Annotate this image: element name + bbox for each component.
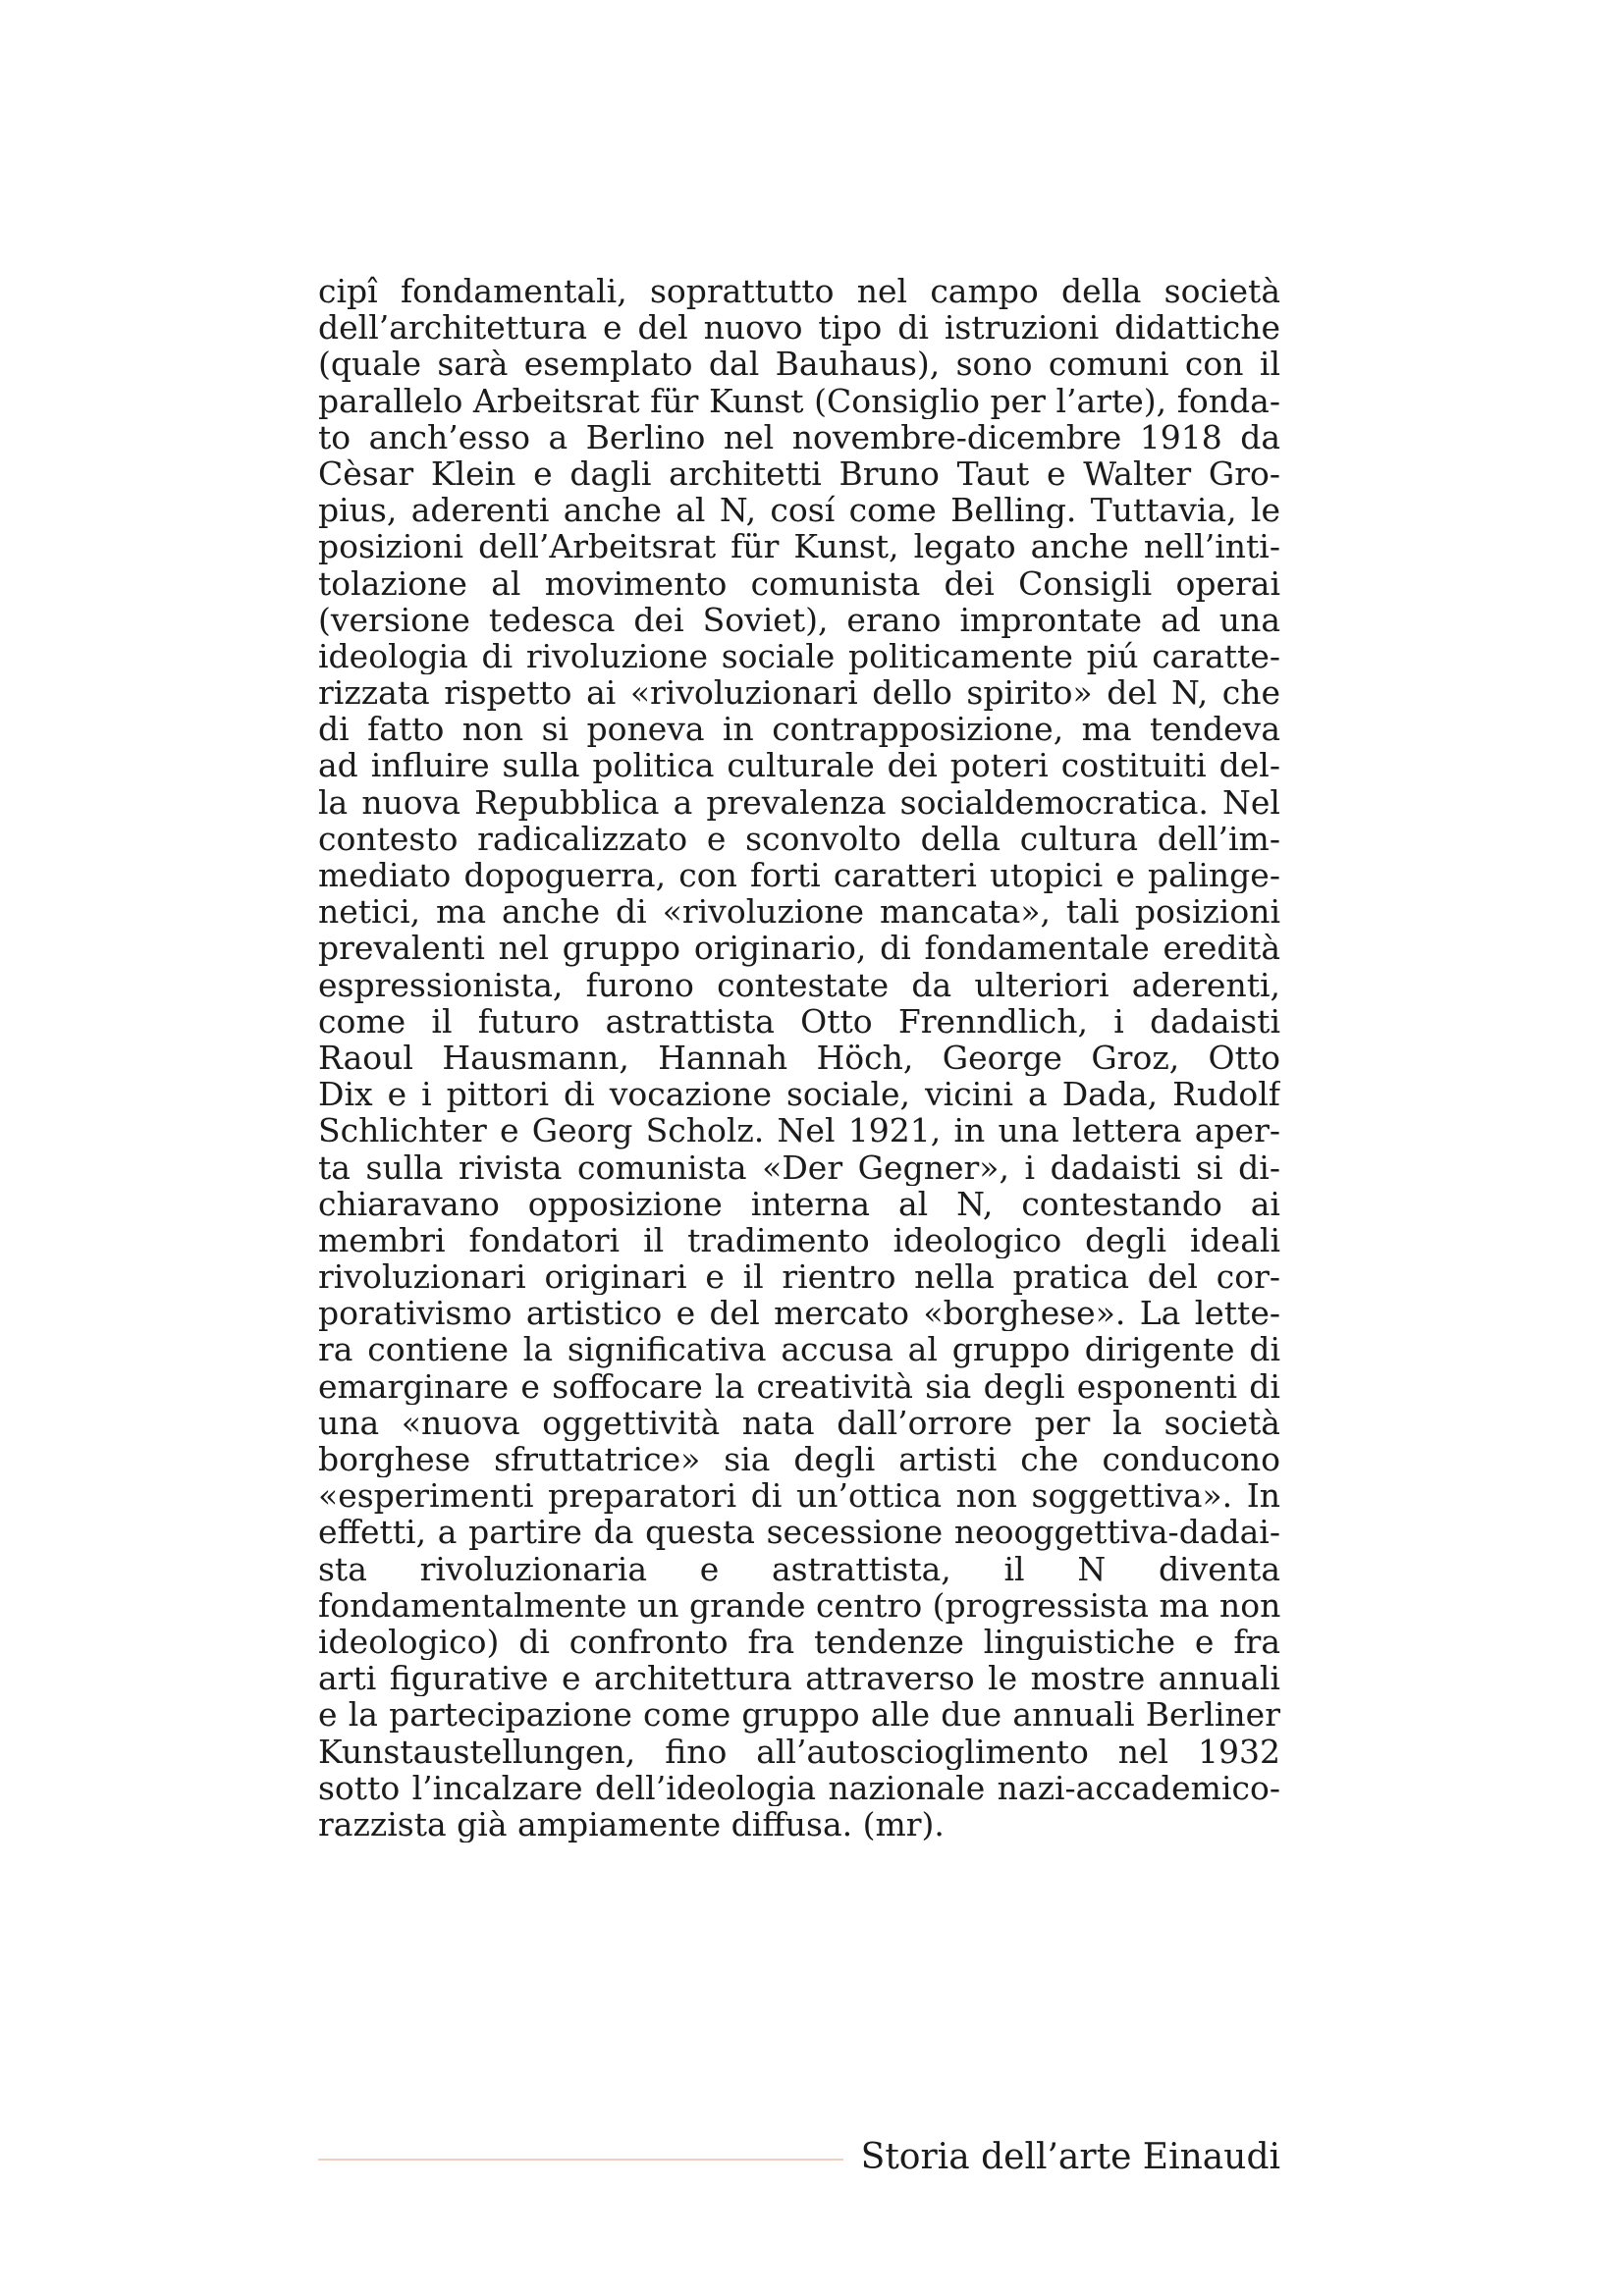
text-line: netici, ma anche di «rivoluzione mancata», tali posizioni xyxy=(318,893,1280,931)
text-line: borghese sfruttatrice» sia degli artisti che conducono xyxy=(318,1441,1280,1478)
text-line: pius, aderenti anche al N, cosí come Belling. Tuttavia, le xyxy=(318,492,1280,529)
text-line: tolazione al movimento comunista dei Consigli operai xyxy=(318,564,1280,602)
text-line: sotto l’incalzare dell’ideologia nazionale nazi-accademico- xyxy=(318,1769,1280,1806)
page-footer xyxy=(318,2128,1280,2187)
text-line: to anch’esso a Berlino nel novembre-dicembre 1918 da xyxy=(318,418,1280,455)
text-line: contesto radicalizzato e sconvolto della cultura dell’im- xyxy=(318,820,1280,857)
text-line: ad influire sulla politica culturale dei poteri costituiti del- xyxy=(318,747,1280,784)
text-line: dell’architettura e del nuovo tipo di istruzioni didattiche xyxy=(318,309,1280,347)
text-line: mediato dopoguerra, con forti caratteri utopici e palinge- xyxy=(318,857,1280,894)
text-line: Cèsar Klein e dagli architetti Bruno Taut e Walter Gro- xyxy=(318,454,1280,493)
text-line: fondamentalmente un grande centro (progressista ma non xyxy=(318,1586,1280,1624)
text-line: parallelo Arbeitsrat für Kunst (Consiglio per l’arte), fonda- xyxy=(318,382,1280,419)
text-line: Dix e i pittori di vocazione sociale, vicini a Dada, Rudolf xyxy=(318,1076,1280,1113)
text-line: (quale sarà esemplato dal Bauhaus), sono comuni con il xyxy=(318,346,1280,383)
text-line: Raoul Hausmann, Hannah Höch, George Groz, Otto xyxy=(318,1039,1280,1077)
text-line: sta rivoluzionaria e astrattista, il N diventa xyxy=(318,1550,1280,1587)
footer-rule xyxy=(318,2159,843,2161)
text-line: rivoluzionari originari e il rientro nella pratica del cor- xyxy=(318,1258,1280,1296)
text-line: espressionista, furono contestate da ulteriori aderenti, xyxy=(318,966,1280,1003)
text-line: ta sulla rivista comunista «Der Gegner», i dadaisti si di- xyxy=(318,1148,1280,1186)
text-line: porativismo artistico e del mercato «borghese». La lette- xyxy=(318,1295,1280,1332)
text-line: membri fondatori il tradimento ideologico degli ideali xyxy=(318,1221,1280,1259)
text-line: come il futuro astrattista Otto Frenndlich, i dadaisti xyxy=(318,1002,1280,1040)
text-line: una «nuova oggettività nata dall’orrore per la società xyxy=(318,1404,1280,1441)
text-line: ideologia di rivoluzione sociale politicamente piú caratte- xyxy=(318,637,1280,675)
footer-publication-title: Storia dell’arte Einaudi xyxy=(860,2137,1280,2177)
article-body xyxy=(318,273,1280,1842)
text-line: Schlichter e Georg Scholz. Nel 1921, in una lettera aper- xyxy=(318,1112,1280,1149)
text-line-last: razzista già ampiamente diffusa. (mr). xyxy=(318,1805,945,1843)
text-line: prevalenti nel gruppo originario, di fondamentale eredità xyxy=(318,930,1280,967)
text-line: ideologico) di confronto fra tendenze linguistiche e fra xyxy=(318,1623,1280,1661)
text-line: arti figurative e architettura attraverso le mostre annuali xyxy=(318,1660,1280,1697)
text-line: effetti, a partire da questa secessione neooggettiva-dadai- xyxy=(318,1514,1280,1551)
text-line: la nuova Repubblica a prevalenza socialdemocratica. Nel xyxy=(318,783,1280,821)
text-line: Kunstaustellungen, fino all’autoscioglimento nel 1932 xyxy=(318,1733,1280,1770)
text-line: chiaravano opposizione interna al N, contestando ai xyxy=(318,1185,1280,1222)
text-line: «esperimenti preparatori di un’ottica non soggettiva». In xyxy=(318,1477,1280,1515)
text-line: emarginare e soffocare la creatività sia degli esponenti di xyxy=(318,1367,1280,1405)
text-line: di fatto non si poneva in contrapposizione, ma tendeva xyxy=(318,711,1280,748)
text-line: ra contiene la significativa accusa al gruppo dirigente di xyxy=(318,1331,1280,1368)
text-line: (versione tedesca dei Soviet), erano improntate ad una xyxy=(318,601,1280,638)
text-line: e la partecipazione come gruppo alle due annuali Berliner xyxy=(318,1696,1280,1734)
text-line: posizioni dell’Arbeitsrat für Kunst, legato anche nell’inti- xyxy=(318,528,1280,565)
text-line: cipî fondamentali, soprattutto nel campo della società xyxy=(318,273,1280,310)
text-line: rizzata rispetto ai «rivoluzionari dello spirito» del N, che xyxy=(318,674,1280,712)
